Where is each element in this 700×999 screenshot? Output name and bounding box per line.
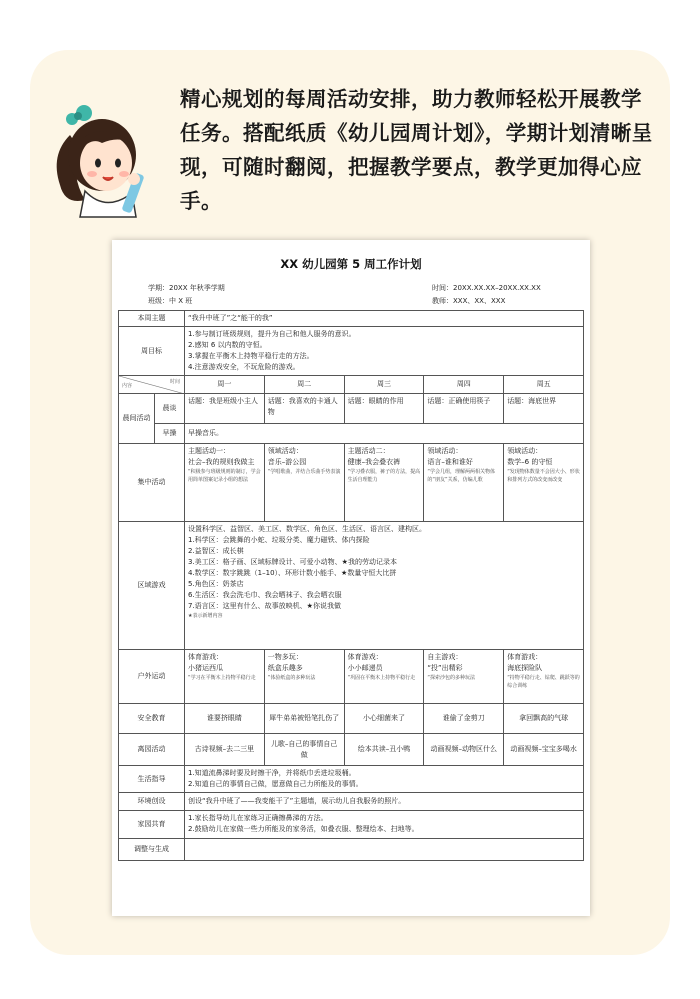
day-header: 周五: [504, 376, 584, 394]
group-note: “发现物体数量不会因大小、形状和排列方式的改变而改变: [507, 469, 580, 483]
teachers-text: 教师：XXX、XX、XXX: [432, 297, 506, 305]
area-note: ★表示新增内容: [188, 613, 223, 619]
group-type: 主题活动二：: [347, 447, 390, 455]
semester-text: 学期：20XX 年秋季学期: [148, 284, 225, 292]
leaving-cell: 动画视频–动物区什么: [424, 734, 504, 766]
goal-label: 周目标: [119, 327, 185, 376]
leaving-label: 离园活动: [119, 734, 185, 766]
group-label: 集中活动: [119, 444, 185, 522]
area-item: 5.角色区：奶茶店: [188, 580, 244, 588]
home-label: 家园共育: [119, 811, 185, 839]
intro-text: 精心规划的每周活动安排，助力教师轻松开展教学任务。搭配纸质《幼儿园周计划》，学期计划清晰呈现，可随时翻阅，把握教学要点，教学更加得心应手。: [180, 87, 653, 213]
adjust-value: [185, 839, 584, 861]
area-list: [185, 522, 584, 650]
area-item: 3.美工区：格子画、区域标牌设计、可爱小动物、★我的劳动记录本: [188, 558, 397, 566]
group-note: “积极参与班级规则的制订，学会用简单图案记录小组的想法: [188, 469, 261, 483]
group-title: 音乐–游公园: [267, 458, 307, 466]
goal-item: 2.感知 6 以内数的守恒。: [188, 341, 267, 349]
group-type: 领域活动：: [427, 447, 463, 455]
talk-cell: 话题：我喜欢的卡通人物: [264, 394, 344, 424]
exercise-label: 早操: [155, 424, 185, 444]
outdoor-title: 海底探险队: [507, 664, 543, 672]
outdoor-cell: [264, 650, 344, 704]
group-note: “学唱歌曲，并结合乐曲手势表演: [267, 469, 341, 475]
group-type: 领域活动：: [267, 447, 303, 455]
safety-cell: 谁要挤眼睛: [185, 704, 265, 734]
outdoor-note: “体验纸盒的多种玩法: [267, 675, 316, 681]
outdoor-type: 一物多玩：: [267, 653, 303, 661]
class-text: 班级：中 X 班: [148, 297, 193, 305]
outdoor-title: 小小邮递员: [347, 664, 383, 672]
day-header: 周一: [185, 376, 265, 394]
life-item: 1.知道流鼻涕时要及时擦干净，并将纸巾丢进垃圾桶。: [188, 769, 356, 777]
home-item: 2.鼓励幼儿在家做一些力所能及的家务活，如叠衣服、整理绘本、扫地等。: [188, 825, 419, 833]
outdoor-note: “巩固在平衡木上持物平稳行走: [347, 675, 416, 681]
outdoor-type: 体育游戏：: [507, 653, 543, 661]
group-cell: [424, 444, 504, 522]
env-label: 环境创设: [119, 793, 185, 811]
adjust-label: 调整与生成: [119, 839, 185, 861]
area-item: 1.科学区：会跳舞的小蛇、垃圾分类、魔力磁铁、体内探险: [188, 536, 370, 544]
time-text: 时间：20XX.XX.XX–20XX.XX.XX: [432, 284, 541, 292]
life-item: 2.知道自己的事情自己做，愿意做自己力所能及的事情。: [188, 780, 363, 788]
goal-item: 4.注意游戏安全，不玩危险的游戏。: [188, 363, 300, 371]
goal-item: 1.参与制订班级规则，提升为自己和他人服务的意识。: [188, 330, 356, 338]
life-list: [185, 766, 584, 793]
env-value: 创设“我升中班了——我变能干了”主题墙，展示幼儿自我服务的照片。: [185, 793, 584, 811]
group-type: 领域活动：: [507, 447, 543, 455]
area-item: 设置科学区、益智区、美工区、数学区、角色区、生活区、语言区、建构区。: [188, 525, 426, 533]
girl-mascot-icon: [40, 95, 160, 220]
day-header: 周四: [424, 376, 504, 394]
group-title: 社会–我的规则我做主: [188, 458, 255, 466]
outdoor-note: “探索沙包的多种玩法: [427, 675, 475, 681]
group-cell: [344, 444, 424, 522]
plan-table: [118, 310, 584, 861]
outdoor-label: 户外运动: [119, 650, 185, 704]
leaving-cell: 儿歌–自己的事情自己做: [264, 734, 344, 766]
home-item: 1.家长指导幼儿在家练习正确擦鼻涕的方法。: [188, 814, 328, 822]
outdoor-type: 自主游戏：: [427, 653, 463, 661]
area-label: 区域游戏: [119, 522, 185, 650]
day-header: 周三: [344, 376, 424, 394]
safety-cell: 谁偷了金剪刀: [424, 704, 504, 734]
exercise-value: 早操音乐。: [185, 424, 584, 444]
leaving-cell: 古诗视频–去二三里: [185, 734, 265, 766]
goal-list: [185, 327, 584, 376]
corner-top-label: 时间: [169, 379, 180, 385]
group-type: 主题活动一：: [188, 447, 230, 455]
outdoor-type: 体育游戏：: [347, 653, 383, 661]
outdoor-cell: [424, 650, 504, 704]
area-item: 6.生活区：我会洗毛巾、我会晒袜子、我会晒衣服: [188, 591, 342, 599]
outdoor-cell: [185, 650, 265, 704]
outdoor-cell: [504, 650, 584, 704]
corner-bottom-label: 内容: [122, 383, 133, 389]
safety-cell: 小心细菌来了: [344, 704, 424, 734]
group-cell: [185, 444, 265, 522]
leaving-cell: 动画视频–宝宝多喝水: [504, 734, 584, 766]
area-item: 2.益智区：成长棋: [188, 547, 244, 555]
talk-cell: 话题：正确使用筷子: [424, 394, 504, 424]
outdoor-cell: [344, 650, 424, 704]
safety-cell: 拿回飘高的气球: [504, 704, 584, 734]
group-note: “学习叠衣服，裤子的方法，提高生活自理能力: [347, 469, 421, 483]
group-cell: [504, 444, 584, 522]
talk-cell: 话题：海底世界: [504, 394, 584, 424]
day-header: 周二: [264, 376, 344, 394]
area-item: 7.语言区：这里有什么、故事放映机、★你说我做: [188, 602, 341, 610]
outdoor-note: “持物平稳行走、钻爬、跳跃等的综合训练: [507, 675, 580, 689]
theme-value: “我升中班了”之“能干的我”: [185, 311, 584, 327]
goal-item: 3.掌握在平衡木上持物平稳行走的方法。: [188, 352, 314, 360]
group-title: 健康–我会叠衣裤: [347, 458, 401, 466]
outdoor-title: “投”出精彩: [427, 664, 463, 672]
corner-cell: [119, 376, 185, 394]
talk-cell: 话题：眼睛的作用: [344, 394, 424, 424]
home-list: [185, 811, 584, 839]
leaving-cell: 绘本共读–丑小鸭: [344, 734, 424, 766]
area-item: 4.数学区：数字跳跳（1–10）、环形计数小能手、★数量守恒大比拼: [188, 569, 397, 577]
weekly-plan-sheet: [112, 240, 590, 916]
life-label: 生活指导: [119, 766, 185, 793]
safety-label: 安全教育: [119, 704, 185, 734]
safety-cell: 犀牛弟弟被铅笔扎伤了: [264, 704, 344, 734]
morning-label: 晨间活动: [119, 394, 155, 444]
group-title: 数学–6 的守恒: [507, 458, 553, 466]
doc-title: XX 幼儿园第 5 周工作计划: [280, 257, 422, 271]
outdoor-title: 小猪运西瓜: [188, 664, 223, 672]
talk-label: 晨谈: [155, 394, 185, 424]
outdoor-title: 纸盒乐趣多: [267, 664, 303, 672]
talk-cell: 话题：我是班级小主人: [185, 394, 265, 424]
outdoor-type: 体育游戏：: [188, 653, 223, 661]
outdoor-note: “学习在平衡木上持物平稳行走: [188, 675, 256, 681]
theme-label: 本周主题: [119, 311, 185, 327]
group-title: 语言–谁和谁好: [427, 458, 473, 466]
group-note: “学会几组，理解两两相关物体的“朋友”关系，仿编儿歌: [427, 469, 495, 483]
group-cell: [264, 444, 344, 522]
